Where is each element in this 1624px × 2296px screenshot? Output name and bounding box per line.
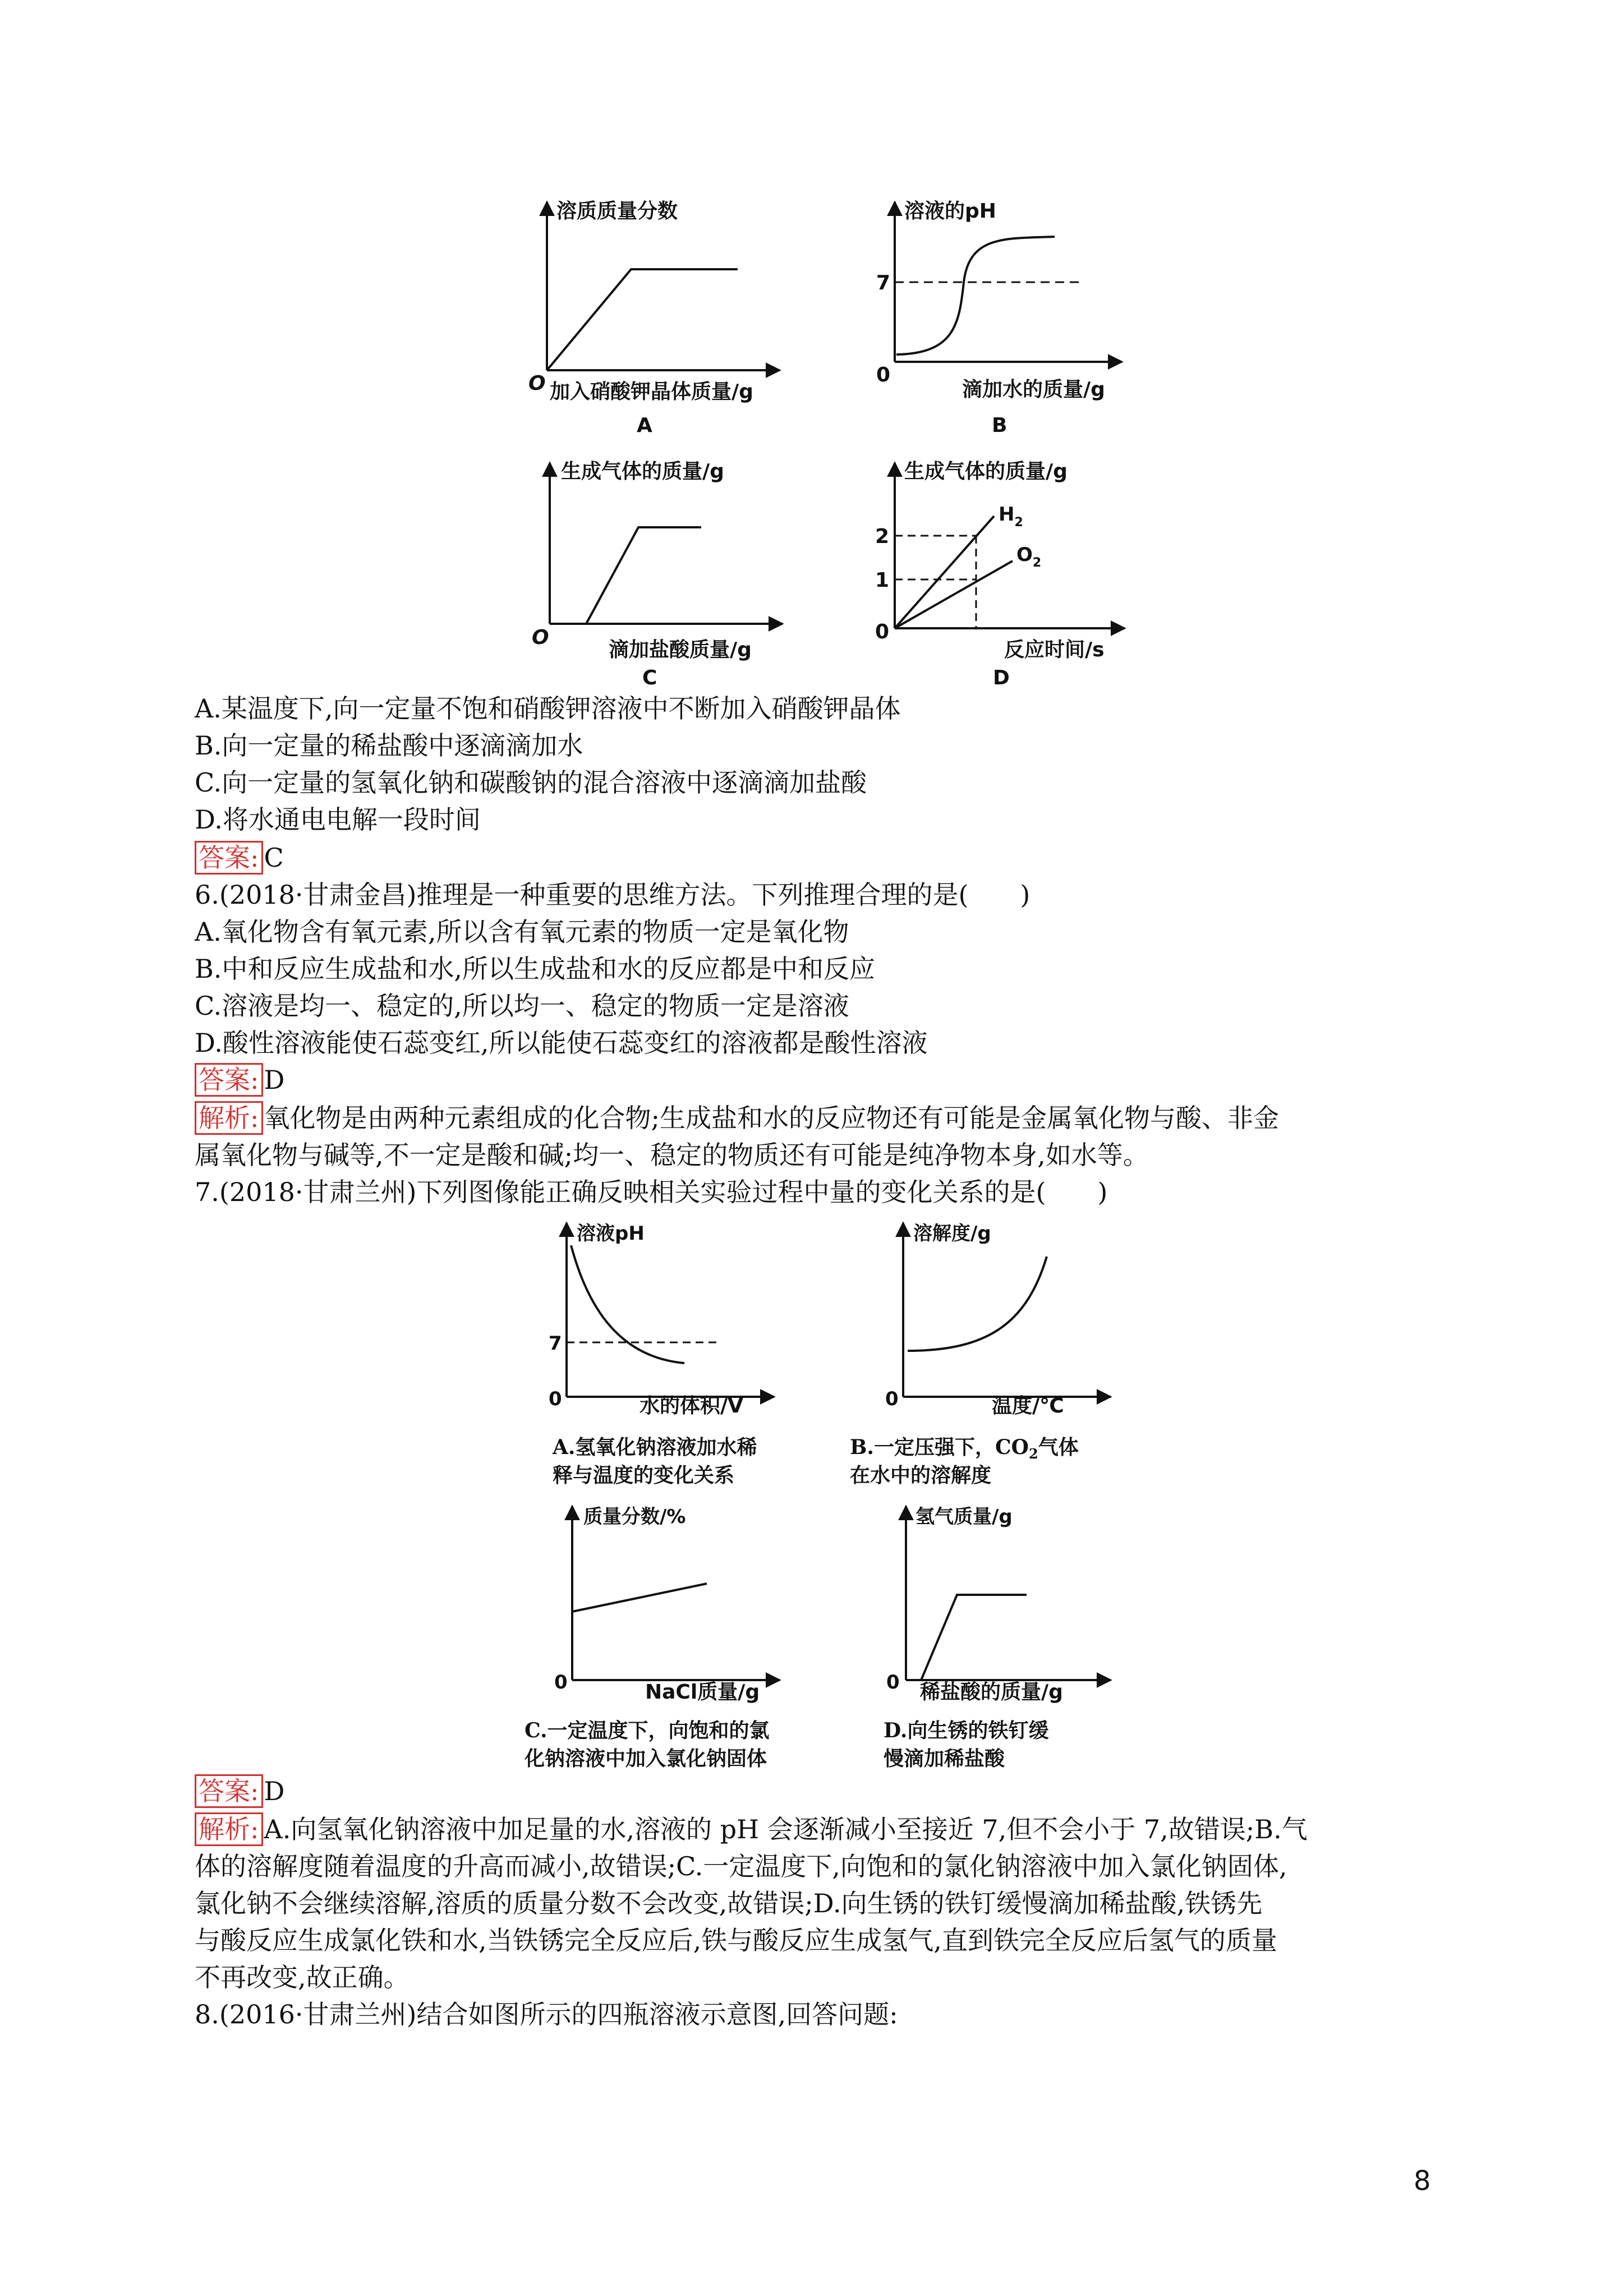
q5-d-o2: O bbox=[1016, 544, 1033, 566]
q7-analysis-2: 体的溶解度随着温度的升高而减小,故错误;C.一定温度下,向饱和的氯化钠溶液中加入氯化钠固体, bbox=[195, 1851, 1287, 1881]
q5-c-origin: O bbox=[532, 626, 549, 649]
q5-option-d: D.将水通电电解一段时间 bbox=[195, 804, 481, 835]
q7-analysis-line-1 bbox=[195, 1811, 1308, 1848]
q5-b-xlabel: 滴加水的质量/g bbox=[962, 378, 1105, 401]
q5-answer-line bbox=[195, 839, 284, 876]
q7-b-caption-1a: B.一定压强下，CO bbox=[850, 1435, 1029, 1459]
q5-d-ytick1: 1 bbox=[875, 569, 890, 592]
q7-analysis-4: 与酸反应生成氯化铁和水,当铁锈完全反应后,铁与酸反应生成氢气,直到铁完全反应后氢气的质量 bbox=[195, 1925, 1277, 1955]
q6-analysis-2: 属氧化物与碱等,不一定是酸和碱;均一、稳定的物质还有可能是纯净物本身,如水等。 bbox=[195, 1140, 1149, 1170]
svg-text:O2 bbox=[1016, 544, 1041, 570]
q5-option-a: A.某温度下,向一定量不饱和硝酸钾溶液中不断加入硝酸钾晶体 bbox=[195, 693, 901, 724]
q5-answer-tag: 答案: bbox=[195, 841, 263, 875]
q6-option-c: C.溶液是均一、稳定的,所以均一、稳定的物质一定是溶液 bbox=[195, 991, 849, 1021]
q7-a-ytick: 7 bbox=[549, 1332, 562, 1355]
q7-analysis-3: 氯化钠不会继续溶解,溶质的质量分数不会改变,故错误;D.向生锈的铁钉缓慢滴加稀盐酸,铁锈先 bbox=[195, 1888, 1263, 1918]
q7-c-xlabel: NaCl质量/g bbox=[645, 1681, 760, 1704]
q7-a-xlabel: 水的体积/V bbox=[640, 1395, 744, 1418]
q7-graph-d bbox=[875, 1495, 1122, 1697]
q7-c-origin: 0 bbox=[554, 1671, 568, 1694]
q6-analysis-1: 氧化物是由两种元素组成的化合物;生成盐和水的反应物还有可能是金属氧化物与酸、非金 bbox=[264, 1103, 1279, 1133]
q7-d-origin: 0 bbox=[886, 1671, 900, 1694]
q5-graph-a bbox=[516, 185, 808, 449]
q5-a-ylabel: 溶质质量分数 bbox=[556, 200, 678, 223]
q7-analysis-tag: 解析: bbox=[195, 1812, 263, 1846]
q7-b-caption-1b: 气体 bbox=[1038, 1435, 1079, 1459]
q5-d-xlabel: 反应时间/s bbox=[1004, 638, 1105, 661]
q5-c-ylabel: 生成气体的质量/g bbox=[561, 460, 724, 483]
q6-analysis-tag: 解析: bbox=[195, 1101, 263, 1135]
q6-answer-line bbox=[195, 1061, 284, 1098]
q7-c-caption-2: 化钠溶液中加入氯化钠固体 bbox=[525, 1747, 767, 1770]
q6-answer: D bbox=[264, 1065, 285, 1095]
q7-answer: D bbox=[264, 1776, 285, 1806]
q5-option-b: B.向一定量的稀盐酸中逐滴滴加水 bbox=[195, 730, 583, 761]
q8-stem: 8.(2016·甘肃兰州)结合如图所示的四瓶溶液示意图,回答问题: bbox=[195, 1999, 898, 2030]
q6-answer-tag: 答案: bbox=[195, 1063, 263, 1097]
q5-a-label: A bbox=[637, 414, 652, 437]
q7-a-ylabel: 溶液pH bbox=[577, 1222, 645, 1245]
q5-a-origin: O bbox=[528, 372, 546, 395]
q5-answer: C bbox=[264, 843, 284, 873]
q5-graph-d bbox=[864, 449, 1156, 690]
q7-answer-line bbox=[195, 1773, 284, 1810]
page-number: 8 bbox=[1414, 2165, 1431, 2197]
q5-c-label: C bbox=[642, 666, 657, 689]
q7-a-caption-1: A.氢氧化钠溶液加水稀 bbox=[553, 1435, 757, 1459]
q7-d-caption-1: D.向生锈的铁钉缓 bbox=[884, 1719, 1049, 1742]
q5-d-ylabel: 生成气体的质量/g bbox=[904, 460, 1068, 483]
q5-d-ytick2: 2 bbox=[875, 525, 890, 548]
q7-graph-a bbox=[539, 1212, 785, 1414]
q6-analysis-line-1 bbox=[195, 1099, 1279, 1137]
q7-b-ylabel: 溶解度/g bbox=[913, 1222, 991, 1245]
q5-option-c: C.向一定量的氢氧化钠和碳酸钠的混合溶液中逐滴滴加盐酸 bbox=[195, 767, 867, 798]
q5-d-origin: 0 bbox=[875, 620, 890, 643]
q5-d-label: D bbox=[993, 666, 1010, 689]
q5-b-origin: 0 bbox=[876, 364, 891, 386]
q5-d-h2: H bbox=[999, 503, 1015, 526]
q7-analysis-1: A.向氢氧化钠溶液中加足量的水,溶液的 pH 会逐渐减小至接近 7,但不会小于 7,故错误;B.气 bbox=[264, 1814, 1308, 1844]
q5-b-label: B bbox=[992, 414, 1007, 437]
q7-b-origin: 0 bbox=[885, 1388, 899, 1410]
q7-b-caption-2: 在水中的溶解度 bbox=[850, 1464, 992, 1487]
q5-graph-c bbox=[516, 449, 808, 690]
q7-graph-b bbox=[875, 1212, 1122, 1414]
q7-c-ylabel: 质量分数/% bbox=[583, 1506, 686, 1528]
q6-option-b: B.中和反应生成盐和水,所以生成盐和水的反应都是中和反应 bbox=[195, 954, 876, 984]
q5-d-h2-sub: 2 bbox=[1014, 516, 1023, 530]
q7-graph-c bbox=[539, 1495, 785, 1697]
q7-answer-tag: 答案: bbox=[195, 1774, 263, 1808]
q5-d-o2-sub: 2 bbox=[1032, 556, 1042, 570]
q7-b-xlabel: 温度/℃ bbox=[992, 1395, 1064, 1418]
q7-a-origin: 0 bbox=[549, 1388, 562, 1410]
q6-option-d: D.酸性溶液能使石蕊变红,所以能使石蕊变红的溶液都是酸性溶液 bbox=[195, 1028, 928, 1058]
q7-d-ylabel: 氢气质量/g bbox=[915, 1506, 1013, 1528]
svg-text:H2 bbox=[999, 503, 1023, 530]
q7-analysis-5: 不再改变,故正确。 bbox=[195, 1962, 410, 1993]
q7-c-caption-1: C.一定温度下，向饱和的氯 bbox=[525, 1719, 770, 1742]
q5-graph-b bbox=[864, 185, 1156, 449]
q7-stem: 7.(2018·甘肃兰州)下列图像能正确反映相关实验过程中量的变化关系的是( ) bbox=[195, 1177, 1108, 1207]
q6-option-a: A.氧化物含有氧元素,所以含有氧元素的物质一定是氧化物 bbox=[195, 917, 849, 947]
q5-b-ylabel: 溶液的pH bbox=[904, 200, 996, 223]
q7-b-caption-sub: 2 bbox=[1028, 1446, 1038, 1462]
q7-d-xlabel: 稀盐酸的质量/g bbox=[920, 1681, 1063, 1704]
q7-d-caption-2: 慢滴加稀盐酸 bbox=[884, 1747, 1005, 1770]
q7-a-caption-2: 释与温度的变化关系 bbox=[553, 1464, 735, 1487]
q5-a-xlabel: 加入硝酸钾晶体质量/g bbox=[550, 380, 753, 403]
q6-stem: 6.(2018·甘肃金昌)推理是一种重要的思维方法。下列推理合理的是( ) bbox=[195, 880, 1030, 910]
q5-b-ytick: 7 bbox=[876, 272, 891, 295]
q5-c-xlabel: 滴加盐酸质量/g bbox=[609, 638, 752, 661]
